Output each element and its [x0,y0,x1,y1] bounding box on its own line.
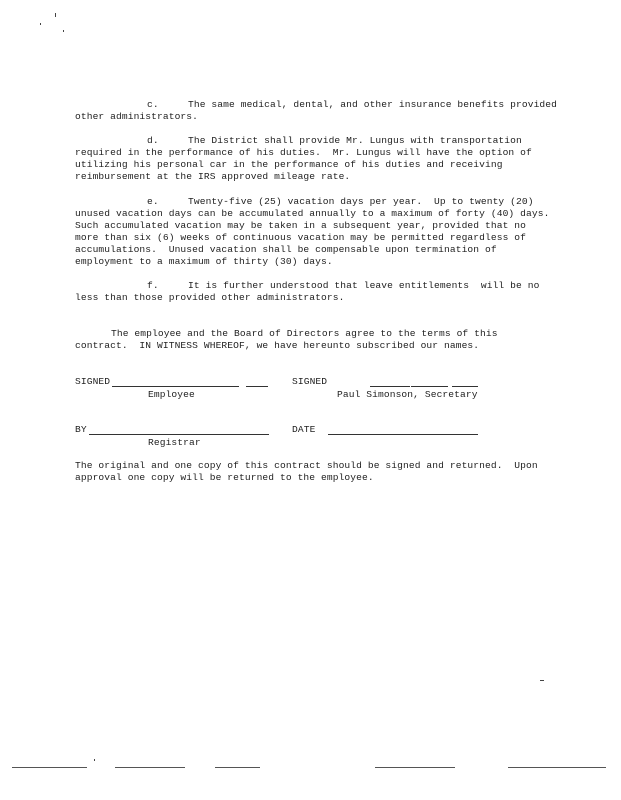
by-label: BY [75,424,87,435]
employee-signature-line [112,386,239,387]
paragraph-c-line: c. The same medical, dental, and other insurance benefits provided [147,99,558,110]
scan-speck [40,23,41,25]
agreement-line: contract. IN WITNESS WHEREOF, we have hereunto subscribed our names. [75,340,480,351]
bottom-scan-rule [375,767,455,768]
paragraph-f-line: less than those provided other administrators. [75,292,345,303]
secretary-caption: Paul Simonson, Secretary [337,389,478,400]
paragraph-d-line: reimbursement at the IRS approved mileage rate. [75,171,351,182]
bottom-scan-rule [215,767,260,768]
signed-employee-label: SIGNED [75,376,111,387]
date-line [328,434,478,435]
employee-caption: Employee [148,389,195,400]
paragraph-d-line: utilizing his personal car in the performance of his duties and receiving [75,159,503,170]
paragraph-f-line: f. It is further understood that leave entitlements will be no [147,280,540,291]
instructions-line: The original and one copy of this contract should be signed and returned. Upon [75,460,538,471]
scan-speck [63,30,64,32]
paragraph-c-line: other administrators. [75,111,199,122]
paragraph-d-line: required in the performance of his duties. Mr. Lungus will have the option of [75,147,532,158]
secretary-signature-line [370,386,410,387]
date-label: DATE [292,424,316,435]
paragraph-e-line: employment to a maximum of thirty (30) days. [75,256,333,267]
bottom-scan-rule [115,767,185,768]
scan-speck [55,13,56,17]
paragraph-e-line: e. Twenty-five (25) vacation days per year. Up to twenty (20) [147,196,534,207]
registrar-caption: Registrar [148,437,201,448]
signed-secretary-label: SIGNED [292,376,328,387]
paragraph-e-line: unused vacation days can be accumulated annually to a maximum of forty (40) days. [75,208,550,219]
paragraph-e-line: Such accumulated vacation may be taken in a subsequent year, provided that no [75,220,527,231]
scan-speck [540,680,544,681]
scan-speck [94,759,95,761]
bottom-scan-rule [12,767,87,768]
bottom-scan-rule [508,767,606,768]
paragraph-e-line: more than six (6) weeks of continuous vacation may be permitted regardless of [75,232,527,243]
registrar-signature-line [89,434,269,435]
instructions-line: approval one copy will be returned to the employee. [75,472,374,483]
employee-signature-line [246,386,268,387]
secretary-signature-line [452,386,478,387]
secretary-signature-line [411,386,448,387]
paragraph-e-line: accumulations. Unused vacation shall be compensable upon termination of [75,244,497,255]
paragraph-d-line: d. The District shall provide Mr. Lungus with transportation [147,135,522,146]
agreement-line: The employee and the Board of Directors agree to the terms of this [111,328,498,339]
